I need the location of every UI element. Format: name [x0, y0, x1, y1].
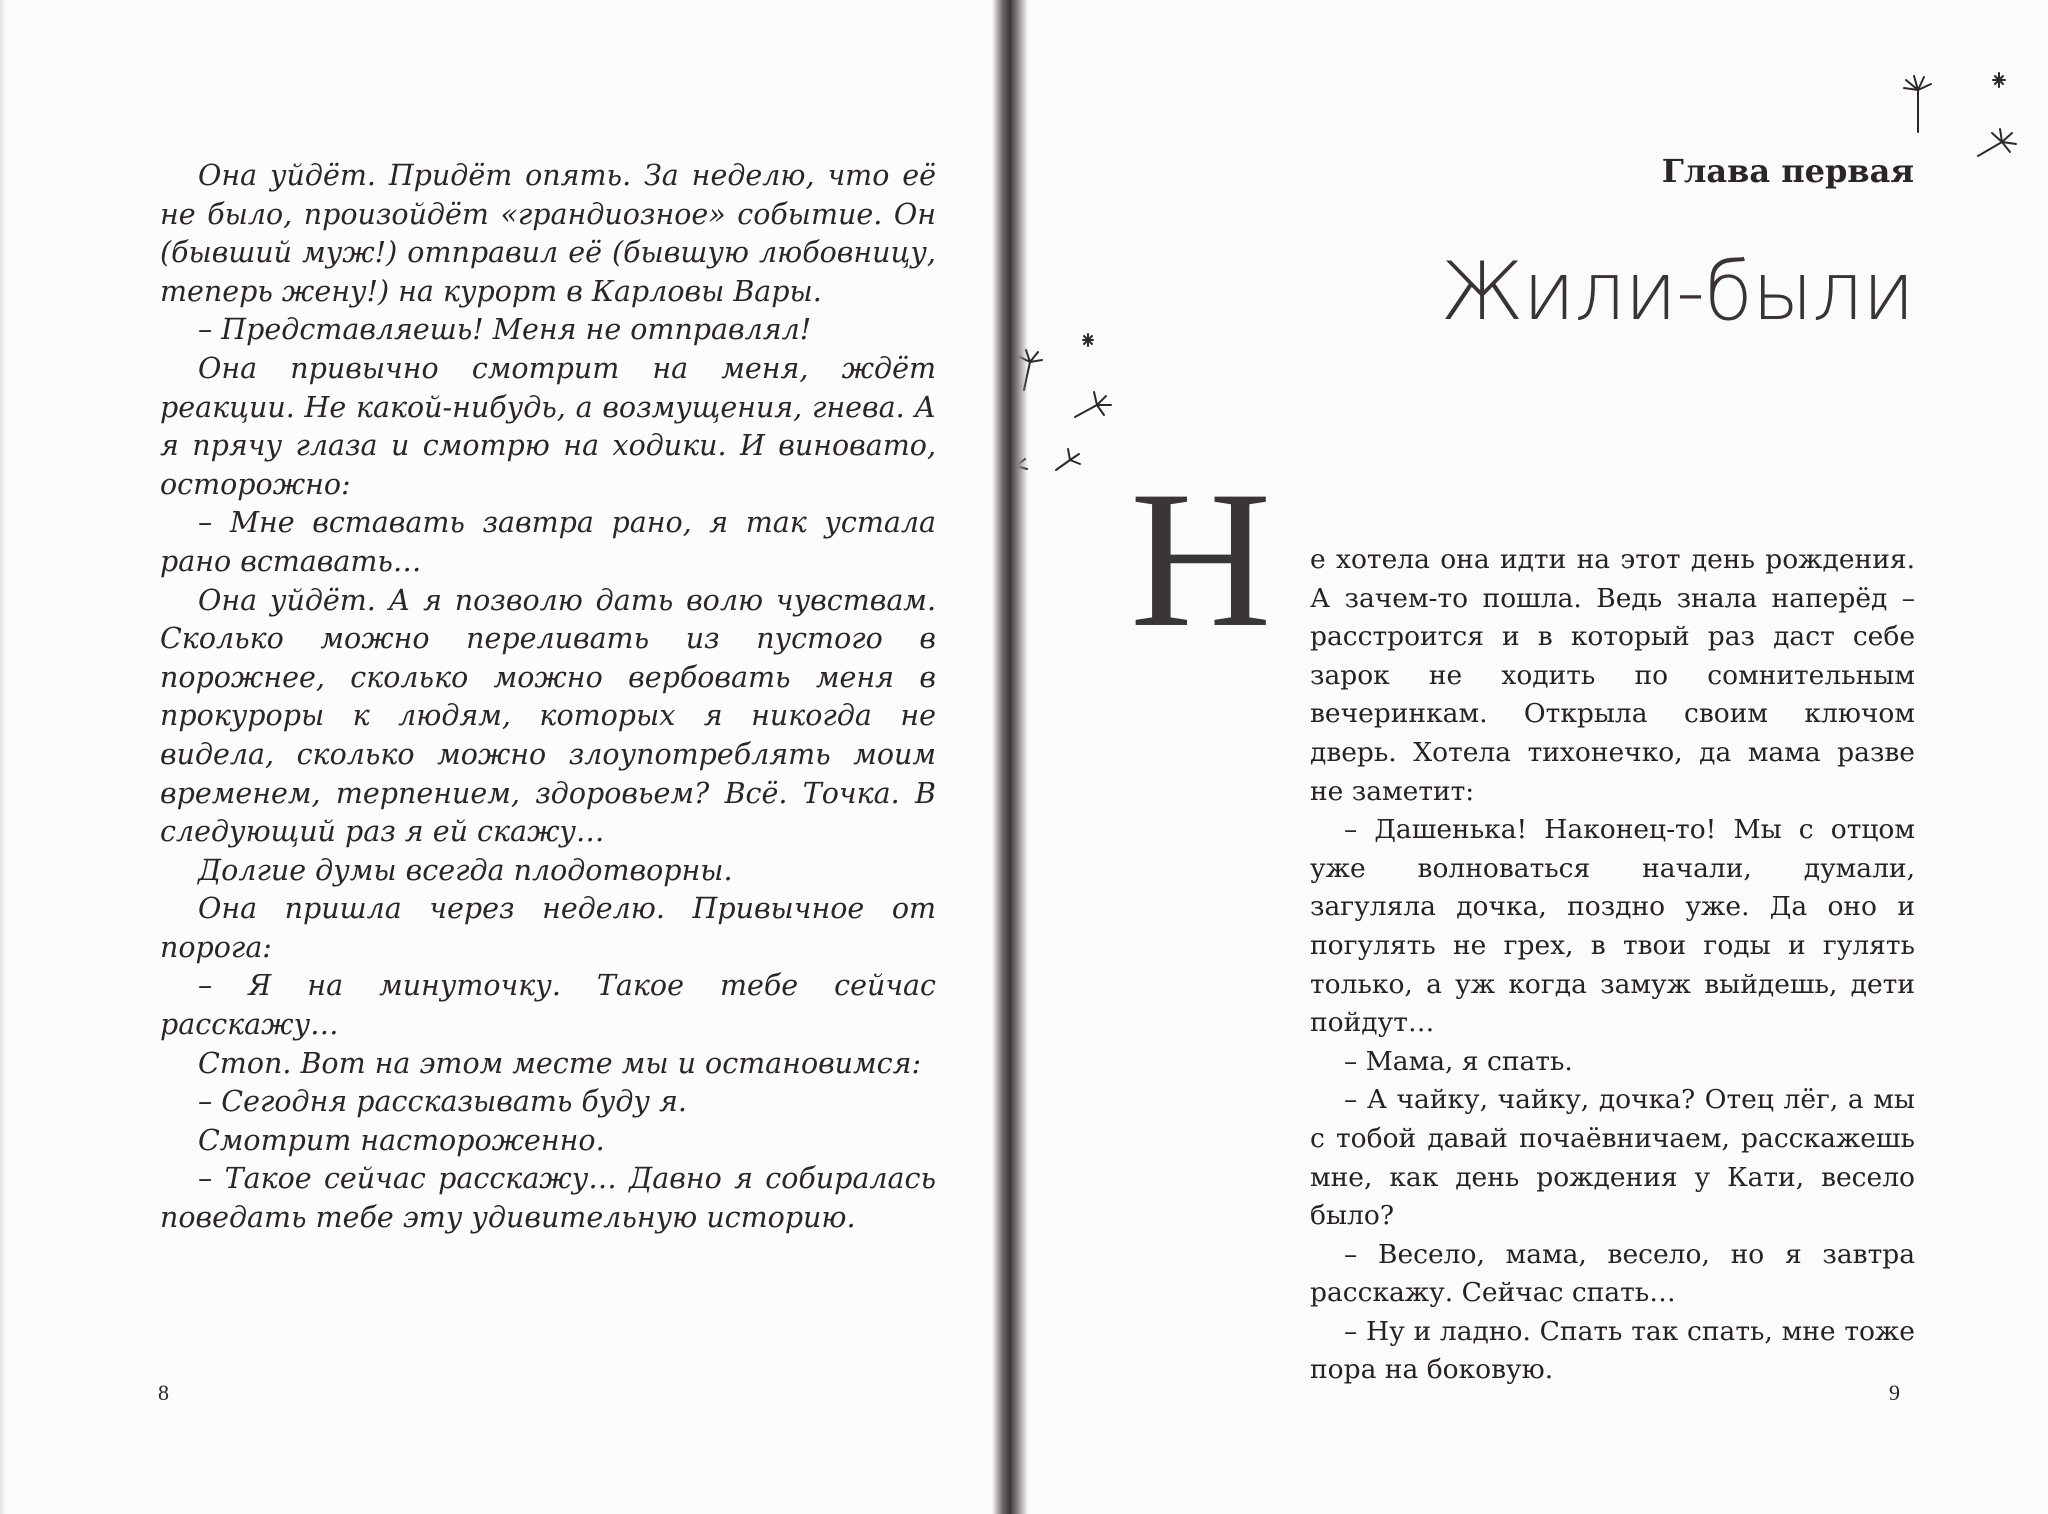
paragraph: Она уйдёт. А я позволю дать волю чувствам. Сколько можно переливать из пустого в порожнее, сколько можно вербовать меня в прокуроры к людям, которых я никогда не видела, сколько можно злоупотреблять моим временем, терпением, здоровьем? Всё. Точка. В следующий раз я ей скажу… — [160, 583, 936, 849]
left-page — [0, 0, 1012, 1514]
right-page-text — [1310, 541, 1915, 1390]
paragraph: – Сегодня рассказывать буду я. — [198, 1085, 687, 1119]
paragraph: – Мама, я спать. — [1344, 1045, 1573, 1077]
paragraph: е хотела она идти на этот день рождения. А зачем-то пошла. Ведь знала наперёд – расстроится и в который раз даст себе зарок не ходить по сомнительным вечеринкам. Открыла своим ключом дверь. Хотела тихонечко, да мама разве не заметит: — [1310, 544, 1915, 807]
drop-cap: Н — [1130, 451, 1272, 668]
page-number: 9 — [1889, 1380, 1900, 1405]
left-page-text — [160, 157, 936, 1238]
paragraph: – Дашенька! Наконец-то! Мы с отцом уже волноваться начали, думали, загуляла дочка, поздно уже. Да оно и погулять не грех, в твои годы и гулять только, а уж когда замуж выйдешь, дети пойдут… — [1310, 814, 1915, 1039]
page-edge-shadow — [0, 0, 6, 1514]
paragraph: Она уйдёт. Придёт опять. За неделю, что её не было, произойдёт «грандиозное» событие. Он (бывший муж!) отправил её (бывшую любовницу, теперь жену!) на курорт в Карловы Вары. — [160, 159, 936, 308]
chapter-title: Жили-были — [1440, 245, 1914, 338]
paragraph: – Весело, мама, весело, но я завтра расскажу. Сейчас спать… — [1310, 1238, 1915, 1309]
paragraph: Смотрит настороженно. — [198, 1123, 605, 1157]
paragraph: – Мне вставать завтра рано, я так устала рано вставать… — [160, 506, 936, 578]
right-page — [1012, 0, 2048, 1514]
paragraph: – Представляешь! Меня не отправлял! — [198, 313, 812, 347]
page-number: 8 — [158, 1380, 169, 1405]
paragraph: – А чайку, чайку, дочка? Отец лёг, а мы с тобой давай почаёвничаем, расскажешь мне, как день рождения у Кати, весело было? — [1310, 1084, 1915, 1232]
paragraph: Она пришла через неделю. Привычное от порога: — [160, 892, 936, 964]
book-gutter — [992, 0, 1028, 1514]
paragraph: Долгие думы всегда плодотворны. — [198, 853, 733, 887]
paragraph: – Такое сейчас расскажу… Давно я собиралась поведать тебе эту удивительную историю. — [160, 1162, 936, 1235]
paragraph: Она привычно смотрит на меня, ждёт реакции. Не какой-нибудь, а возмущения, гнева. А я прячу глаза и смотрю на ходики. И виновато, осторожно: — [160, 351, 936, 501]
chapter-label: Глава первая — [1661, 152, 1914, 190]
paragraph: Стоп. Вот на этом месте мы и остановимся: — [198, 1046, 922, 1080]
paragraph: – Я на минуточку. Такое тебе сейчас расскажу… — [160, 969, 936, 1042]
paragraph: – Ну и ладно. Спать так спать, мне тоже пора на боковую. — [1310, 1315, 1915, 1386]
